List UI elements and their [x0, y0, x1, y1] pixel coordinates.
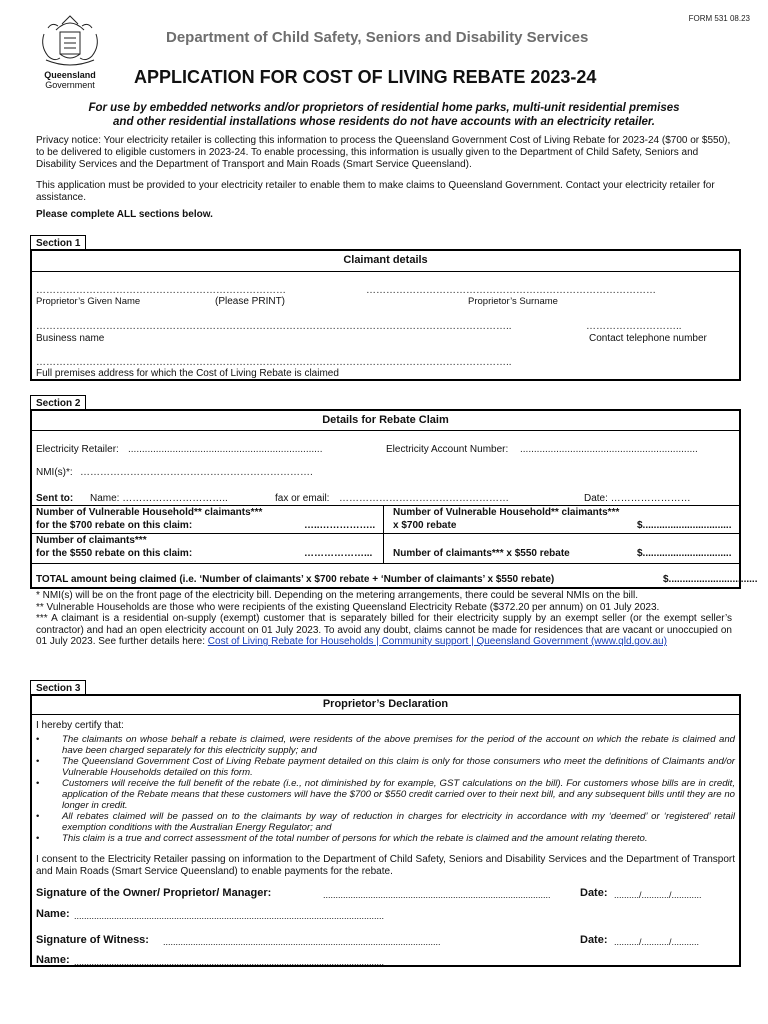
subtitle-line-1: For use by embedded networks and/or proprietors of residential home parks, multi-unit residential premises — [88, 102, 680, 114]
section-1-tab: Section 1 — [30, 235, 86, 249]
divider — [32, 271, 739, 272]
witness-name-label: Name: — [36, 954, 70, 966]
divider — [32, 430, 739, 431]
footnote-nmi: * NMI(s) will be on the front page of the electricity bill. Depending on the metering arrangements, there could be several NMIs on the bill. — [36, 590, 638, 601]
vulnerable-amount-label-2: x $700 rebate — [393, 520, 457, 531]
nmi-label: NMI(s)*: — [36, 467, 73, 478]
account-number-field[interactable]: ................................................................ — [520, 444, 698, 455]
department-name: Department of Child Safety, Seniors and Disability Services — [166, 29, 589, 46]
electricity-retailer-label: Electricity Retailer: — [36, 444, 119, 455]
column-divider — [383, 505, 384, 563]
sent-to-name-field[interactable]: Name: ………………………….. — [90, 493, 228, 504]
fax-email-label: fax or email: — [275, 493, 330, 504]
vulnerable-count-label-1: Number of Vulnerable Household** claimants*** — [36, 507, 263, 518]
svg-text:Queensland: Queensland — [44, 70, 96, 80]
section-3-tab: Section 3 — [30, 680, 86, 694]
owner-signature-label: Signature of the Owner/ Proprietor/ Manager: — [36, 887, 272, 899]
declaration-list — [36, 734, 735, 844]
cost-of-living-link[interactable]: Cost of Living Rebate for Households | Community support | Queensland Government (www.qld.gov.au) — [207, 636, 667, 647]
witness-date-field[interactable]: ........../.........../........... — [614, 937, 700, 947]
footnote-claimant-text: *** A claimant is a residential on-supply (exempt) customer that is separately billed for their electricity supply by an exempt seller (or the exempt seller’s contractor) and had an open electricity account on 01 July 2023. To avoid any doubt, claims cannot be made for residences that are vacant or unoccupied on 01 July 2023. See further details here: — [36, 613, 732, 647]
sent-to-label: Sent to: — [36, 493, 74, 504]
business-name-field[interactable]: …………………………………………………………………………………………………………………………….. — [36, 321, 512, 332]
sent-date-field[interactable]: Date: …………………… — [584, 493, 691, 504]
form-code: FORM 531 08.23 — [688, 14, 750, 23]
surname-field[interactable]: …………………………………………………………………………… — [366, 285, 656, 296]
provide-notice: This application must be provided to your electricity retailer to enable them to make claims to Queensland Government. Contact your electricity retailer for assistance. — [36, 180, 715, 203]
consent-text: I consent to the Electricity Retailer passing on information to the Department of Child Safety, Seniors and Disability Services and the Department of Transport and Main Roads (Smart Service Queensland) to enable payments for the rebate. — [36, 854, 735, 877]
section-1-title: Claimant details — [343, 254, 428, 266]
given-name-field[interactable]: ………………………………………………………………… — [36, 285, 286, 296]
footnote-claimant — [36, 613, 732, 648]
footnotes — [36, 590, 732, 648]
claimant-amount-label: Number of claimants*** x $550 rebate — [393, 548, 570, 559]
claimant-amount-field[interactable]: $................................ — [637, 548, 732, 559]
privacy-notice: Privacy notice: Your electricity retailer is collecting this information to process the Queensland Government Cost of Living Rebate for 2023-24 ($700 or $550), to be delivered to eligible customers in 2023-24. To enable processing, this information is usually given to the Department of Child Safety, Seniors and Disability Services and the Department of Transport and Main Roads (Smart Service Queensland). — [36, 135, 731, 170]
complete-instruction: Please complete ALL sections below. — [36, 209, 213, 220]
owner-date-label: Date: — [580, 887, 608, 899]
address-label: Full premises address for which the Cost of Living Rebate is claimed — [36, 368, 339, 379]
certify-text: I hereby certify that: — [36, 720, 124, 731]
claimant-count-label-1: Number of claimants*** — [36, 535, 147, 546]
section-3-declaration — [30, 694, 741, 967]
divider — [32, 714, 739, 715]
coat-of-arms-icon — [32, 10, 108, 92]
owner-date-field[interactable]: ........../.........../............ — [614, 890, 702, 900]
witness-date-label: Date: — [580, 934, 608, 946]
section-3-title: Proprietor’s Declaration — [322, 698, 449, 710]
section-2-rebate-claim — [30, 409, 758, 589]
svg-text:Government: Government — [45, 80, 95, 90]
owner-name-label: Name: — [36, 908, 70, 920]
business-name-label: Business name — [36, 333, 105, 344]
vulnerable-count-field[interactable]: …..…………….. — [304, 520, 376, 531]
witness-signature-label: Signature of Witness: — [36, 934, 149, 946]
surname-label: Proprietor’s Surname — [468, 296, 558, 307]
owner-signature-field[interactable]: ........................................................................................... — [323, 890, 551, 900]
account-number-label: Electricity Account Number: — [386, 444, 509, 455]
phone-label: Contact telephone number — [589, 333, 707, 344]
vulnerable-count-label-2: for the $700 rebate on this claim: — [36, 520, 193, 531]
section-2-title: Details for Rebate Claim — [322, 414, 449, 426]
subtitle-line-2: and other residential installations whose residents do not have accounts with an electricity retailer. — [113, 116, 655, 128]
divider — [32, 563, 739, 564]
vulnerable-amount-label-1: Number of Vulnerable Household** claimants*** — [393, 507, 620, 518]
claimant-count-field[interactable]: ………………... — [304, 548, 373, 559]
fax-email-field[interactable]: …………………………………………… — [339, 493, 509, 504]
declaration-item: • All rebates claimed will be passed on to the claimants by way of reduction in charges for electricity in accordance with my ‘deemed’ or ‘registered’ retail exemption conditions with the Australian Energy Regulator; and — [36, 811, 735, 833]
queensland-government-logo — [32, 10, 108, 92]
given-name-label: Proprietor’s Given Name — [36, 296, 141, 307]
nmi-field[interactable]: ……………………………………………………………. — [80, 467, 313, 478]
declaration-item: • Customers will receive the full benefit of the rebate (i.e., not diminished by for example, GST calculations on the bill). For customers whose bills are in credit, application of the Rebate means that these customers will have the $700 or $550 credit carried over to their next bill, and any subsequent bills until they are no longer in credit. — [36, 778, 735, 811]
please-print-label: (Please PRINT) — [215, 296, 286, 307]
claimant-count-label-2: for the $550 rebate on this claim: — [36, 548, 193, 559]
declaration-item: • The Queensland Government Cost of Living Rebate payment detailed on this claim is only for those consumers who meet the definitions of Claimants and/or Vulnerable Households detailed on this form. — [36, 756, 735, 778]
footnote-vulnerable: ** Vulnerable Households are those who were recipients of the existing Queensland Electricity Rebate ($372.20 per annum) on 01 July 2023. — [36, 601, 660, 613]
witness-name-field[interactable]: ............................................................................................................................ — [74, 957, 385, 967]
phone-field[interactable]: ……………………….. — [586, 321, 682, 332]
vulnerable-amount-field[interactable]: $................................ — [637, 520, 732, 531]
subtitle — [36, 101, 732, 129]
total-amount-field[interactable]: $................................ — [663, 574, 758, 585]
electricity-retailer-field[interactable]: ...................................................................... — [128, 444, 323, 455]
divider — [32, 533, 739, 534]
page-title: APPLICATION FOR COST OF LIVING REBATE 2023-24 — [134, 67, 597, 87]
section-1-claimant-details — [30, 249, 741, 381]
address-field[interactable]: …………………………………………………………………………………………………………………………….. — [36, 357, 512, 368]
witness-signature-field[interactable]: ............................................................................................................... — [163, 937, 441, 947]
declaration-item: • This claim is a true and correct assessment of the total number of persons for which the rebate is claimed and the amount relating thereto. — [36, 833, 735, 844]
declaration-item: • The claimants on whose behalf a rebate is claimed, were residents of the above premises for the period of the account on which the rebate is claimed and have been charged separately for this electricity supply; and — [36, 734, 735, 756]
section-2-tab: Section 2 — [30, 395, 86, 409]
owner-name-field[interactable]: ............................................................................................................................ — [74, 911, 385, 921]
total-amount-label: TOTAL amount being claimed (i.e. ‘Number of claimants’ x $700 rebate + ‘Number of claimants’ x $550 rebate) — [36, 574, 555, 585]
divider — [32, 505, 739, 506]
